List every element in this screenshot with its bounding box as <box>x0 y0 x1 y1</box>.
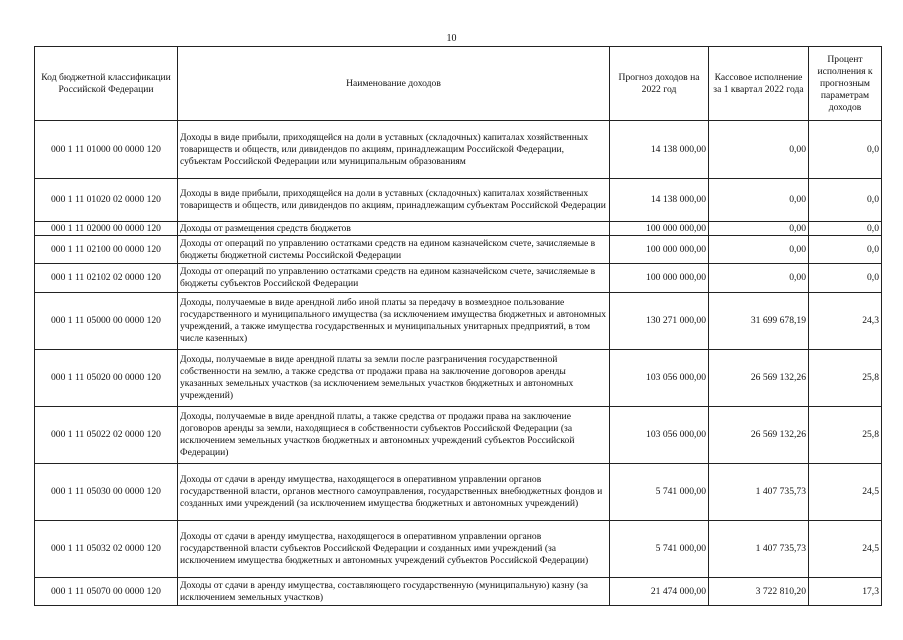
cell-code: 000 1 11 05020 00 0000 120 <box>35 350 178 407</box>
cell-plan: 5 741 000,00 <box>610 464 709 521</box>
cell-percent: 0,0 <box>809 121 882 179</box>
cell-plan: 21 474 000,00 <box>610 578 709 606</box>
cell-name: Доходы в виде прибыли, приходящейся на доли в уставных (складочных) капиталах хозяйственных товариществ и обществ, или дивидендов по акциям, принадлежащим Российской Федерации, субъектам Российской Федерации или муниципальным образованиям <box>178 121 610 179</box>
cell-percent: 25,8 <box>809 407 882 464</box>
cell-percent: 17,3 <box>809 578 882 606</box>
cell-plan: 100 000 000,00 <box>610 264 709 293</box>
cell-code: 000 1 11 01000 00 0000 120 <box>35 121 178 179</box>
revenue-table <box>34 46 882 606</box>
cell-name: Доходы от операций по управлению остатками средств на едином казначейском счете, зачисляемые в бюджеты бюджетной системы Российской Федерации <box>178 236 610 264</box>
cell-name: Доходы от сдачи в аренду имущества, составляющего государственную (муниципальную) казну (за исключением земельных участков) <box>178 578 610 606</box>
cell-percent: 25,8 <box>809 350 882 407</box>
cell-code: 000 1 11 05070 00 0000 120 <box>35 578 178 606</box>
table-row <box>35 179 882 222</box>
table-row <box>35 350 882 407</box>
cell-cash: 0,00 <box>709 121 809 179</box>
cell-percent: 0,0 <box>809 179 882 222</box>
page-number: 10 <box>446 33 457 44</box>
table-header-row <box>35 47 882 121</box>
cell-cash: 1 407 735,73 <box>709 464 809 521</box>
cell-plan: 103 056 000,00 <box>610 350 709 407</box>
table-row <box>35 236 882 264</box>
cell-plan: 14 138 000,00 <box>610 179 709 222</box>
header-cash: Кассовое исполнение за 1 квартал 2022 года <box>709 47 809 121</box>
cell-code: 000 1 11 05030 00 0000 120 <box>35 464 178 521</box>
header-name: Наименование доходов <box>178 47 610 121</box>
cell-name: Доходы от операций по управлению остатками средств на едином казначейском счете, зачисляемые в бюджеты субъектов Российской Федерации <box>178 264 610 293</box>
table-row <box>35 293 882 350</box>
cell-plan: 14 138 000,00 <box>610 121 709 179</box>
cell-cash: 31 699 678,19 <box>709 293 809 350</box>
cell-name: Доходы в виде прибыли, приходящейся на доли в уставных (складочных) капиталах хозяйственных товариществ и обществ, или дивидендов по акциям, принадлежащим субъектам Российской Федерации <box>178 179 610 222</box>
cell-plan: 100 000 000,00 <box>610 222 709 236</box>
table-row <box>35 222 882 236</box>
table-row <box>35 264 882 293</box>
cell-percent: 24,5 <box>809 464 882 521</box>
cell-code: 000 1 11 05022 02 0000 120 <box>35 407 178 464</box>
table-row <box>35 521 882 578</box>
table-row <box>35 407 882 464</box>
cell-percent: 0,0 <box>809 236 882 264</box>
cell-plan: 100 000 000,00 <box>610 236 709 264</box>
cell-code: 000 1 11 02100 00 0000 120 <box>35 236 178 264</box>
cell-name: Доходы от сдачи в аренду имущества, находящегося в оперативном управлении органов государственной власти, органов местного самоуправления, государственных внебюджетных фондов и созданных ими учреждений (за исключением имущества бюджетных и автономных учреждений) <box>178 464 610 521</box>
cell-plan: 5 741 000,00 <box>610 521 709 578</box>
cell-code: 000 1 11 02000 00 0000 120 <box>35 222 178 236</box>
header-percent: Процент исполнения к прогнозным параметрам доходов <box>809 47 882 121</box>
cell-code: 000 1 11 02102 02 0000 120 <box>35 264 178 293</box>
cell-cash: 0,00 <box>709 222 809 236</box>
cell-cash: 0,00 <box>709 179 809 222</box>
cell-percent: 24,5 <box>809 521 882 578</box>
table-row <box>35 121 882 179</box>
cell-name: Доходы от размещения средств бюджетов <box>178 222 610 236</box>
cell-code: 000 1 11 01020 02 0000 120 <box>35 179 178 222</box>
cell-name: Доходы от сдачи в аренду имущества, находящегося в оперативном управлении органов государственной власти субъектов Российской Федерации и созданных ими учреждений (за исключением имущества бюджетных и автономных учреждений субъектов Российской Федерации) <box>178 521 610 578</box>
cell-name: Доходы, получаемые в виде арендной либо иной платы за передачу в возмездное пользование государственного и муниципального имущества (за исключением имущества бюджетных и автономных учреждений, а также имущества государственных и муниципальных унитарных предприятий, в том числе казенных) <box>178 293 610 350</box>
cell-cash: 26 569 132,26 <box>709 350 809 407</box>
cell-code: 000 1 11 05000 00 0000 120 <box>35 293 178 350</box>
cell-cash: 1 407 735,73 <box>709 521 809 578</box>
header-code: Код бюджетной классификации Российской Федерации <box>35 47 178 121</box>
cell-cash: 26 569 132,26 <box>709 407 809 464</box>
cell-percent: 24,3 <box>809 293 882 350</box>
cell-cash: 0,00 <box>709 236 809 264</box>
cell-code: 000 1 11 05032 02 0000 120 <box>35 521 178 578</box>
header-plan: Прогноз доходов на 2022 год <box>610 47 709 121</box>
cell-cash: 0,00 <box>709 264 809 293</box>
cell-cash: 3 722 810,20 <box>709 578 809 606</box>
cell-percent: 0,0 <box>809 264 882 293</box>
cell-name: Доходы, получаемые в виде арендной платы за земли после разграничения государственной собственности на землю, а также средства от продажи права на заключение договоров аренды указанных земельных участков (за исключением земельных участков бюджетных и автономных учреждений) <box>178 350 610 407</box>
cell-name: Доходы, получаемые в виде арендной платы, а также средства от продажи права на заключение договоров аренды за земли, находящиеся в собственности субъектов Российской Федерации (за исключением земельных участков бюджетных и автономных учреждений субъектов Российской Федерации) <box>178 407 610 464</box>
cell-plan: 130 271 000,00 <box>610 293 709 350</box>
cell-plan: 103 056 000,00 <box>610 407 709 464</box>
table-row <box>35 464 882 521</box>
cell-percent: 0,0 <box>809 222 882 236</box>
table-row <box>35 578 882 606</box>
